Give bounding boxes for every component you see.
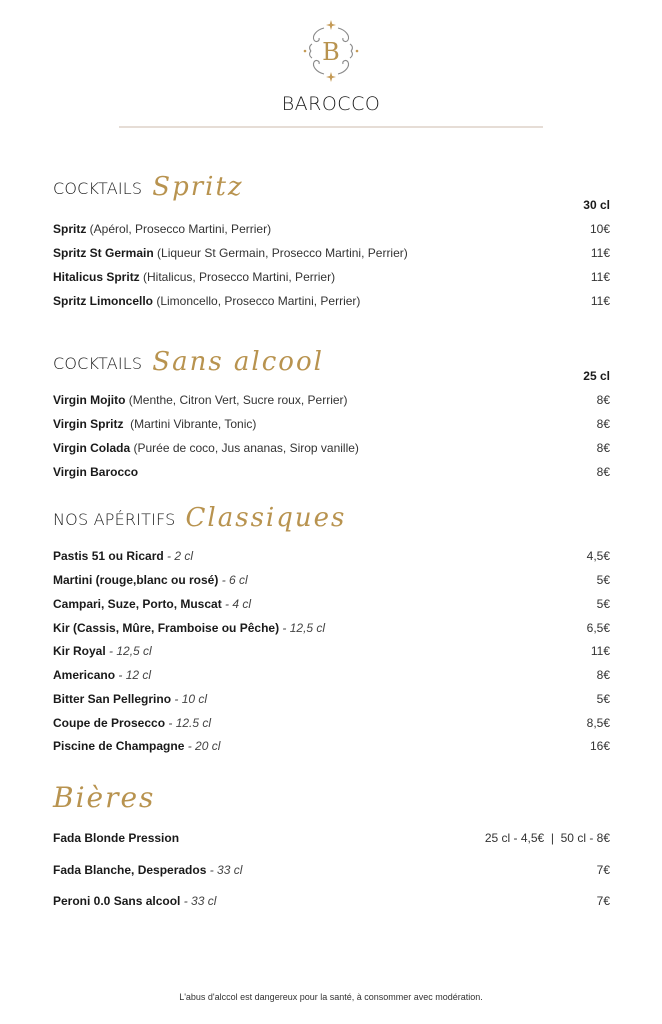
item-price: 5€ [596, 692, 610, 706]
menu-item [53, 894, 610, 908]
menu-item [53, 831, 610, 845]
item-desc: (Menthe, Citron Vert, Sucre roux, Perrier) [125, 393, 348, 407]
item-price: 16€ [589, 739, 610, 753]
item-price: 8€ [596, 668, 610, 682]
alcohol-warning: L'abus d'alccol est dangereux pour la santé, à consommer avec modération. [179, 992, 483, 1002]
item-desc: (Hitalicus, Prosecco Martini, Perrier) [139, 270, 336, 284]
section-script: Spritz [152, 172, 244, 202]
item-volume: - 10 cl [171, 692, 208, 706]
section-title-bieres [53, 781, 156, 814]
item-price: 11€ [590, 270, 610, 284]
item-price: 11€ [590, 644, 610, 658]
item-name: Hitalicus Spritz [53, 270, 140, 284]
menu-item [53, 692, 610, 706]
menu-item [53, 441, 610, 455]
menu-item [53, 270, 610, 284]
menu-item [53, 716, 610, 730]
item-price: 8€ [596, 417, 610, 431]
section-title-spritz [53, 172, 244, 202]
svg-text:B: B [322, 38, 340, 66]
item-price: 11€ [590, 294, 610, 308]
item-name: Piscine de Champagne [53, 739, 185, 753]
brand-name: BAROCCO [281, 93, 381, 115]
menu-item [53, 668, 610, 682]
item-volume: - 6 cl [218, 573, 248, 587]
item-desc: (Martini Vibrante, Tonic) [123, 417, 257, 431]
item-volume: - 12 cl [115, 668, 152, 682]
menu-item [53, 465, 610, 479]
item-desc: (Liqueur St Germain, Prosecco Martini, Perrier) [153, 246, 408, 260]
item-desc: (Purée de coco, Jus ananas, Sirop vanille) [130, 441, 359, 455]
menu-item [53, 222, 610, 236]
ornamental-monogram-icon [302, 18, 360, 84]
item-name: Virgin Barocco [53, 465, 139, 479]
section-caps: NOS APÉRITIFS [53, 510, 176, 529]
item-name: Spritz St Germain [53, 246, 154, 260]
item-price: 25 cl - 4,5€ | 50 cl - 8€ [484, 831, 610, 845]
item-name: Virgin Mojito [53, 393, 126, 407]
menu-item [53, 573, 610, 587]
item-name: Bitter San Pellegrino [53, 692, 172, 706]
size-header: 25 cl [583, 369, 610, 383]
logo-monogram [302, 18, 360, 84]
section-caps: COCKTAILS [53, 179, 143, 198]
item-name: Fada Blonde Pression [53, 831, 180, 845]
item-volume: - 12.5 cl [165, 716, 212, 730]
section-script: Bières [53, 781, 156, 814]
item-volume: - 12,5 cl [279, 621, 326, 635]
item-price: 6,5€ [586, 621, 610, 635]
item-name: Martini (rouge,blanc ou rosé) [53, 573, 219, 587]
item-price: 10€ [589, 222, 610, 236]
item-name: Virgin Spritz [53, 417, 124, 431]
section-script: Sans alcool [152, 347, 324, 377]
menu-item [53, 597, 610, 611]
item-name: Spritz Limoncello [53, 294, 154, 308]
item-name: Pastis 51 ou Ricard [53, 549, 164, 563]
item-name: Virgin Colada [53, 441, 131, 455]
item-name: Peroni 0.0 Sans alcool [53, 894, 181, 908]
menu-item [53, 644, 610, 658]
menu-item [53, 417, 610, 431]
item-name: Americano [53, 668, 116, 682]
section-script: Classiques [185, 503, 347, 533]
size-header: 30 cl [583, 198, 610, 212]
menu-item [53, 739, 610, 753]
item-price: 11€ [590, 246, 610, 260]
item-price: 8€ [596, 465, 610, 479]
menu-item [53, 621, 610, 635]
item-volume: - 33 cl [180, 894, 217, 908]
item-price: 5€ [596, 573, 610, 587]
item-name: Kir Royal [53, 644, 106, 658]
section-caps: COCKTAILS [53, 354, 143, 373]
item-name: Fada Blanche, Desperados [53, 863, 207, 877]
item-price: 8,5€ [586, 716, 610, 730]
item-desc: (Apérol, Prosecco Martini, Perrier) [86, 222, 272, 236]
item-volume: - 4 cl [221, 597, 252, 611]
item-volume: - 20 cl [184, 739, 221, 753]
item-price: 8€ [596, 393, 610, 407]
item-name: Kir (Cassis, Mûre, Framboise ou Pêche) [53, 621, 280, 635]
item-price: 7€ [596, 863, 610, 877]
menu-item [53, 549, 610, 563]
menu-item [53, 246, 610, 260]
item-price: 7€ [596, 894, 610, 908]
item-price: 5€ [596, 597, 610, 611]
item-name: Campari, Suze, Porto, Muscat [53, 597, 222, 611]
item-volume: - 2 cl [163, 549, 194, 563]
section-title-sans-alcool [53, 347, 324, 377]
item-name: Coupe de Prosecco [53, 716, 166, 730]
section-title-aperitifs [53, 503, 347, 533]
menu-item [53, 863, 610, 877]
menu-item [53, 393, 610, 407]
item-volume: - 33 cl [206, 863, 243, 877]
menu-item [53, 294, 610, 308]
item-desc: (Limoncello, Prosecco Martini, Perrier) [153, 294, 361, 308]
header-divider [119, 126, 543, 128]
item-price: 4,5€ [586, 549, 610, 563]
item-name: Spritz [53, 222, 87, 236]
item-volume: - 12,5 cl [105, 644, 152, 658]
item-price: 8€ [596, 441, 610, 455]
